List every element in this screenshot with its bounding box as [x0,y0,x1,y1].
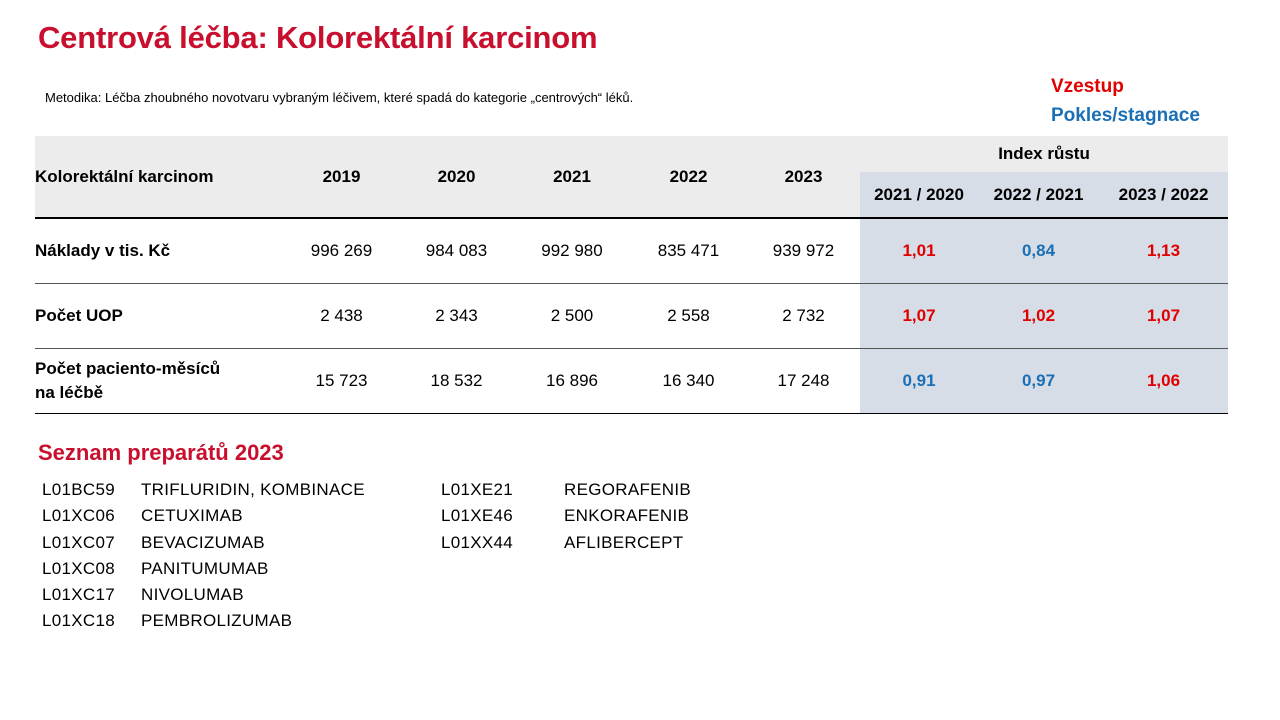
table-row [35,349,1228,414]
index-cell: 1,07 [860,284,978,349]
table-cell: 16 896 [514,349,630,414]
drug-list-column-2 [441,477,691,556]
year-header: 2019 [284,136,399,218]
table-cell: 992 980 [514,218,630,284]
list-item [42,530,365,556]
drug-name: REGORAFENIB [564,480,692,499]
table-cell: 984 083 [399,218,514,284]
index-cell: 0,84 [978,218,1099,284]
table-cell: 939 972 [747,218,860,284]
list-item [42,477,365,503]
row-header: Kolorektální karcinom [35,136,284,218]
row-label: Počet UOP [35,284,284,349]
index-cell: 1,02 [978,284,1099,349]
atc-code: L01XX44 [441,532,514,552]
atc-code: L01BC59 [42,480,115,499]
drug-list-column-1 [42,477,365,635]
list-item [42,503,365,529]
table-cell: 996 269 [284,218,399,284]
atc-code: L01XC07 [42,532,115,552]
row-label-line: Počet paciento-měsíců [35,359,221,378]
year-header: 2021 [514,136,630,218]
drug-name: BEVACIZUMAB [141,532,265,552]
table-row [35,218,1228,284]
drug-list-title: Seznam preparátů 2023 [38,440,284,465]
methodology-note: Metodika: Léčba zhoubného novotvaru vybraným léčivem, které spadá do kategorie „centrových“ léků. [45,90,634,105]
year-header: 2023 [747,136,860,218]
table-row [35,284,1228,349]
drug-name: ENKORAFENIB [564,506,690,526]
year-header: 2020 [399,136,514,218]
drug-name: NIVOLUMAB [141,585,244,605]
color-legend [1051,72,1200,130]
table-cell: 2 438 [284,284,399,349]
drug-name: AFLIBERCEPT [564,532,684,552]
drug-name: TRIFLURIDIN, KOMBINACE [141,480,365,499]
atc-code: L01XC17 [42,585,115,605]
index-header: Index růstu [860,136,1228,172]
index-column-header: 2022 / 2021 [978,172,1099,218]
table-cell: 2 732 [747,284,860,349]
legend-increase: Vzestup [1051,76,1124,97]
row-label [35,349,284,414]
drug-name: CETUXIMAB [141,506,243,526]
atc-code: L01XC06 [42,506,115,526]
legend-decrease: Pokles/stagnace [1051,105,1200,126]
table-cell: 2 343 [399,284,514,349]
drug-name: PEMBROLIZUMAB [141,611,293,631]
table-cell: 835 471 [630,218,747,284]
index-cell: 1,06 [1099,349,1228,414]
list-item [441,503,691,529]
list-item [42,608,365,634]
atc-code: L01XC18 [42,611,115,631]
atc-code: L01XE21 [441,480,514,499]
table-cell: 17 248 [747,349,860,414]
list-item [42,556,365,582]
row-label-line: na léčbě [35,383,104,402]
table-cell: 2 500 [514,284,630,349]
statistics-table [35,136,1228,414]
index-cell: 0,91 [860,349,978,414]
drug-name: PANITUMUMAB [141,558,269,578]
index-cell: 0,97 [978,349,1099,414]
index-cell: 1,07 [1099,284,1228,349]
table-cell: 18 532 [399,349,514,414]
list-item [441,530,691,556]
row-label: Náklady v tis. Kč [35,218,284,284]
year-header: 2022 [630,136,747,218]
table-cell: 15 723 [284,349,399,414]
list-item [42,582,365,608]
index-column-header: 2023 / 2022 [1099,172,1228,218]
table-cell: 16 340 [630,349,747,414]
atc-code: L01XE46 [441,506,514,526]
atc-code: L01XC08 [42,558,115,578]
index-cell: 1,01 [860,218,978,284]
table-cell: 2 558 [630,284,747,349]
page-title: Centrová léčba: Kolorektální karcinom [38,20,598,55]
index-column-header: 2021 / 2020 [860,172,978,218]
list-item [441,477,691,503]
index-cell: 1,13 [1099,218,1228,284]
